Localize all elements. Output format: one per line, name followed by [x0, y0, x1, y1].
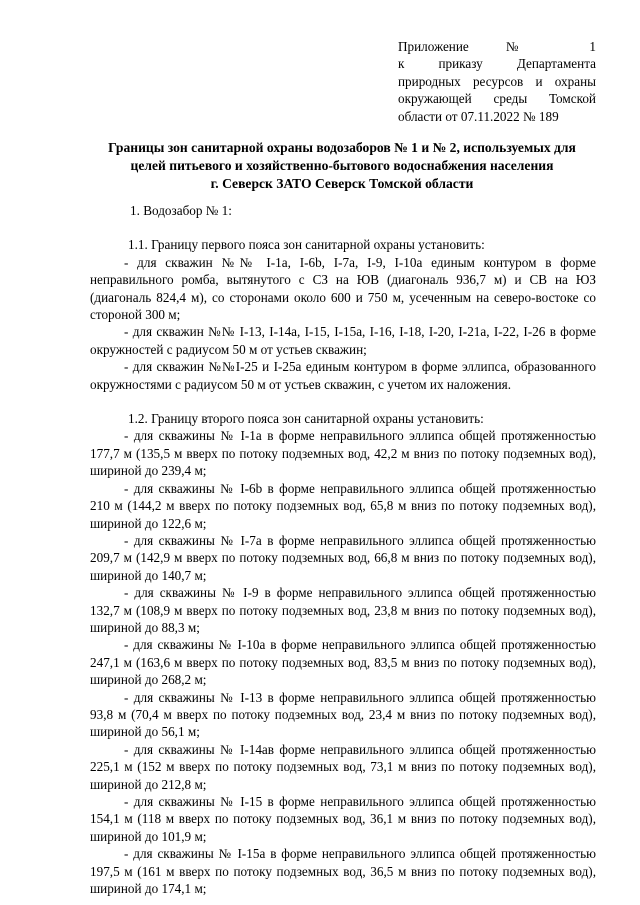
title-line-1: Границы зон санитарной охраны водозаборов № 1 и № 2, используемых для: [108, 140, 576, 155]
appendix-line: к приказу Департамента: [398, 56, 596, 72]
appendix-header: [398, 38, 596, 125]
appendix-line: окружающей среды Томской: [398, 91, 596, 107]
appendix-line: природных ресурсов и охраны: [398, 73, 596, 89]
appendix-line: Приложение № 1: [398, 39, 596, 54]
paragraph-item: - для скважины № I-13 в форме неправильного эллипса общей протяженностью 93,8 м (70,4 м вверх по потоку подземных вод, 23,4 м вниз по потоку подземных вод), шириной до 56,1 м;: [90, 689, 596, 740]
title-line-2: целей питьевого и хозяйственно-бытового водоснабжения населения: [130, 158, 554, 173]
paragraph-item: - для скважины № I-15а в форме неправильного эллипса общей протяженностью 197,5 м (161 м вверх по потоку подземных вод, 36,5 м вниз по потоку подземных вод), шириной до 174,1 м;: [90, 846, 596, 897]
paragraph-item: - для скважины № I-14ав форме неправильного эллипса общей протяженностью 225,1 м (152 м вверх по потоку подземных вод, 73,1 м вниз по потоку подземных вод), шириной до 212,8 м;: [90, 741, 596, 792]
paragraph-item: - для скважин №№I-25 и I-25а единым контуром в форме эллипса, образованного окружностями с радиусом 50 м от устьев скважин, с учетом их наложения.: [90, 359, 596, 392]
document-body: [90, 202, 596, 897]
subsection-heading: 1.1. Границу первого пояса зон санитарной охраны установить:: [128, 237, 485, 253]
paragraph-item: - для скважины № I-15 в форме неправильного эллипса общей протяженностью 154,1 м (118 м вверх по потоку подземных вод, 36,1 м вниз по потоку подземных вод), шириной до 101,9 м;: [90, 794, 596, 844]
subsection-heading: 1.2. Границу второго пояса зон санитарной охраны установить:: [128, 411, 484, 427]
paragraph-item: - для скважин №№ I-1а, I-6b, I-7а, I-9, I-10а единым контуром в форме неправильного ромба, вытянутого с СЗ на ЮВ (диагональ 936,7 м) и СВ на ЮЗ (диагональ 824,4 м), со сторонами около 600 и 750 м, усеченным на северо-востоке со стороной 300 м;: [90, 254, 596, 323]
paragraph-item: - для скважины № I-10а в форме неправильного эллипса общей протяженностью 247,1 м (163,6 м вверх по потоку подземных вод, 83,5 м вниз по потоку подземных вод), шириной до 268,2 м;: [90, 637, 596, 688]
title-line-3: г. Северск ЗАТО Северск Томской области: [210, 176, 474, 191]
section-heading: 1. Водозабор № 1:: [130, 203, 232, 218]
paragraph-item: - для скважины № I-6b в форме неправильного эллипса общей протяженностью 210 м (144,2 м вверх по потоку подземных вод, 65,8 м вниз по потоку подземных вод), шириной до 122,6 м;: [90, 480, 596, 531]
document-title: [76, 139, 608, 193]
paragraph-item: - для скважины № I-7а в форме неправильного эллипса общей протяженностью 209,7 м (142,9 м вверх по потоку подземных вод, 66,8 м вниз по потоку подземных вод), шириной до 140,7 м;: [90, 532, 596, 583]
paragraph-item: - для скважины № I-9 в форме неправильного эллипса общей протяженностью 132,7 м (108,9 м вверх по потоку подземных вод, 23,8 м вниз по потоку подземных вод), шириной до 88,3 м;: [90, 585, 596, 635]
appendix-line: области от 07.11.2022 № 189: [398, 108, 559, 124]
paragraph-item: - для скважин №№ I-13, I-14а, I-15, I-15а, I-16, I-18, I-20, I-21а, I-22, I-26 в форме окружностей с радиусом 50 м от устьев скважин;: [90, 324, 596, 357]
paragraph-item: - для скважины № I-1а в форме неправильного эллипса общей протяженностью 177,7 м (135,5 м вверх по потоку подземных вод, 42,2 м вниз по потоку подземных вод), шириной до 239,4 м;: [90, 428, 596, 479]
